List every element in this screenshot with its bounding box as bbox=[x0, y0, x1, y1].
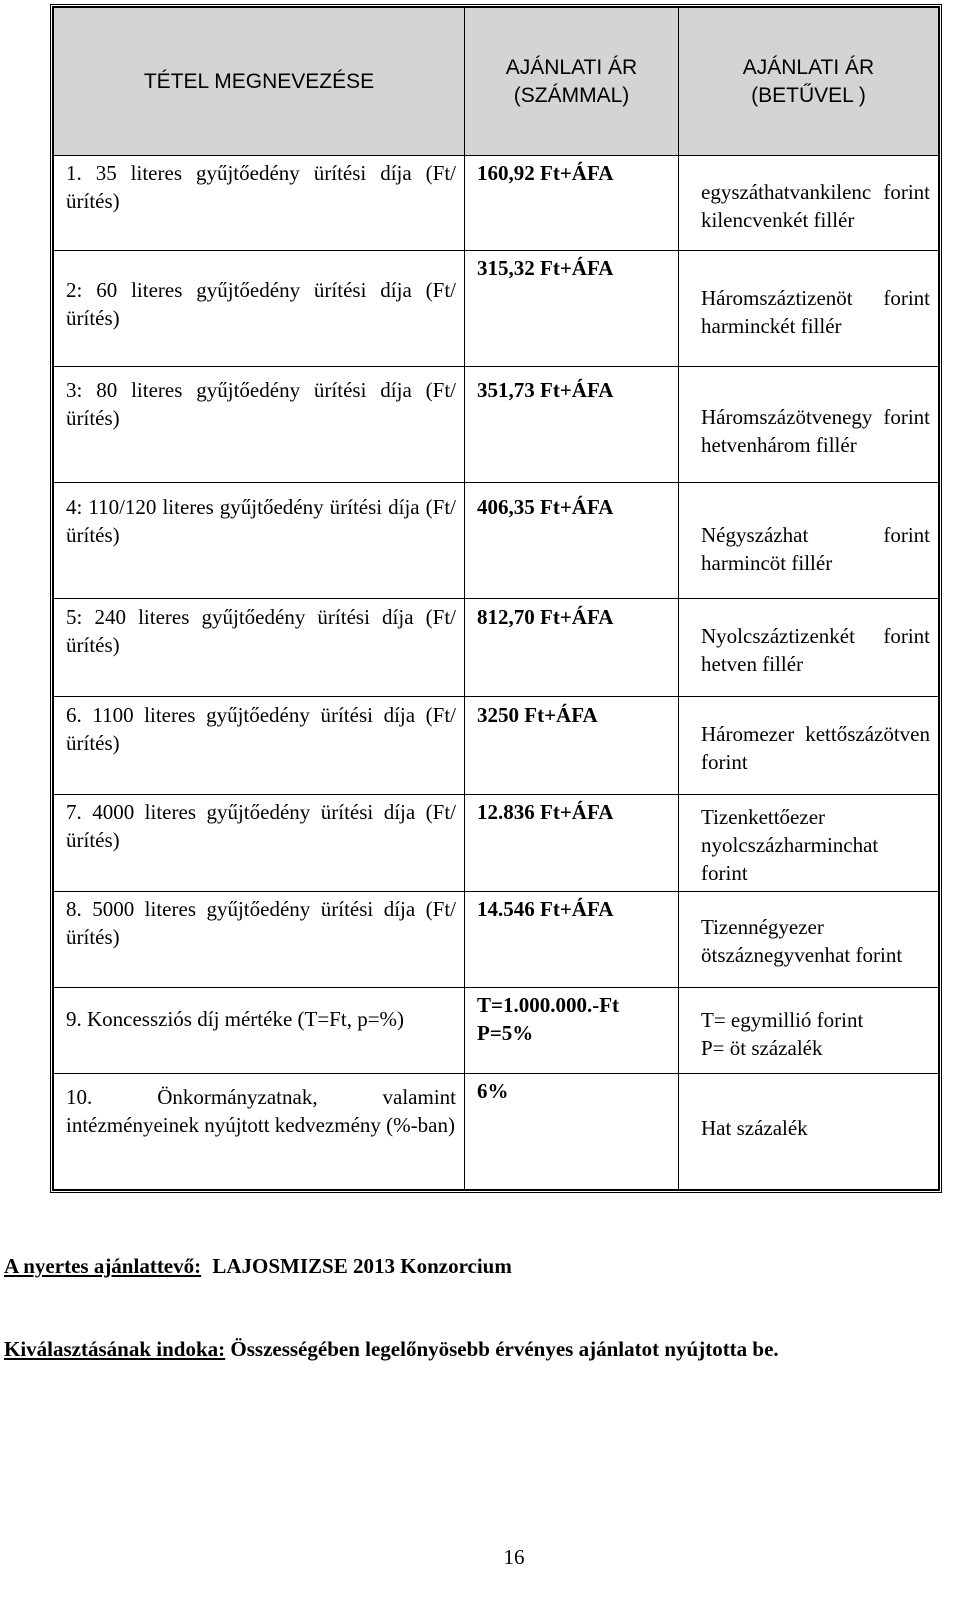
row-item: 8. 5000 literes gyűjtőedény ürítési díja (Ft/ürítés) bbox=[54, 892, 465, 988]
row-item: 7. 4000 literes gyűjtőedény ürítési díja (Ft/ürítés) bbox=[54, 795, 465, 892]
concession-percent-words: P= öt százalék bbox=[701, 1036, 823, 1060]
reason-label: Kiválasztásának indoka: bbox=[4, 1337, 226, 1361]
row-price-number: 351,73 Ft+ÁFA bbox=[465, 367, 679, 483]
row-price-number: 14.546 Ft+ÁFA bbox=[465, 892, 679, 988]
header-price-number: AJÁNLATI ÁR (SZÁMMAL) bbox=[465, 8, 679, 156]
winner-label: A nyertes ajánlattevő: bbox=[4, 1254, 202, 1278]
page-number: 16 bbox=[503, 1545, 525, 1569]
table-row bbox=[54, 483, 939, 599]
winner-value: LAJOSMIZSE 2013 Konzorcium bbox=[212, 1254, 512, 1278]
table-row bbox=[54, 697, 939, 795]
row-price-words: Tizenkettőezer nyolcszázharminchat forint bbox=[679, 795, 939, 892]
reason-value: Összességében legelőnyösebb érvényes ajánlatot nyújtotta be. bbox=[230, 1337, 779, 1361]
row-price-number bbox=[465, 988, 679, 1074]
reason-line bbox=[4, 1337, 779, 1362]
table-row bbox=[54, 156, 939, 251]
table-row bbox=[54, 367, 939, 483]
row-item: 5: 240 literes gyűjtőedény ürítési díja (Ft/ürítés) bbox=[54, 599, 465, 697]
header-item-name: TÉTEL MEGNEVEZÉSE bbox=[54, 8, 465, 156]
row-price-words: Nyolcszáztizenkét forint hetven fillér bbox=[679, 599, 939, 697]
row-item: 6. 1100 literes gyűjtőedény ürítési díja (Ft/ürítés) bbox=[54, 697, 465, 795]
table-header-row bbox=[54, 8, 939, 156]
row-price-number: 3250 Ft+ÁFA bbox=[465, 697, 679, 795]
row-price-words: Háromszázötvenegy forint hetvenhárom fillér bbox=[679, 367, 939, 483]
row-item: 4: 110/120 literes gyűjtőedény ürítési díja (Ft/ürítés) bbox=[54, 483, 465, 599]
table-row bbox=[54, 251, 939, 367]
row-price-number: 812,70 Ft+ÁFA bbox=[465, 599, 679, 697]
row-price-words: Háromszáztizenöt forint harminckét fillér bbox=[679, 251, 939, 367]
table-row bbox=[54, 988, 939, 1074]
row-price-words: Hat százalék bbox=[679, 1074, 939, 1190]
row-item: 1. 35 literes gyűjtőedény ürítési díja (Ft/ürítés) bbox=[54, 156, 465, 251]
concession-total-words: T= egymillió forint bbox=[701, 1008, 864, 1032]
row-price-number: 315,32 Ft+ÁFA bbox=[465, 251, 679, 367]
table-row bbox=[54, 599, 939, 697]
price-table bbox=[50, 4, 942, 1193]
concession-total: T=1.000.000.-Ft bbox=[477, 993, 620, 1017]
row-item: 2: 60 literes gyűjtőedény ürítési díja (Ft/ürítés) bbox=[54, 251, 465, 367]
row-price-number: 6% bbox=[465, 1074, 679, 1190]
row-price-words bbox=[679, 988, 939, 1074]
row-item: 3: 80 literes gyűjtőedény ürítési díja (Ft/ürítés) bbox=[54, 367, 465, 483]
row-price-number: 160,92 Ft+ÁFA bbox=[465, 156, 679, 251]
price-table-grid bbox=[53, 7, 939, 1190]
row-price-number: 406,35 Ft+ÁFA bbox=[465, 483, 679, 599]
row-price-words: Háromezer kettőszázötven forint bbox=[679, 697, 939, 795]
row-price-number: 12.836 Ft+ÁFA bbox=[465, 795, 679, 892]
table-row bbox=[54, 1074, 939, 1190]
row-item: 9. Koncessziós díj mértéke (T=Ft, p=%) bbox=[54, 988, 465, 1074]
row-price-words: Négyszázhat forint harmincöt fillér bbox=[679, 483, 939, 599]
header-price-words: AJÁNLATI ÁR (BETŰVEL ) bbox=[679, 8, 939, 156]
row-price-words: Tizennégyezer ötszáznegyvenhat forint bbox=[679, 892, 939, 988]
winner-line bbox=[4, 1254, 512, 1279]
row-price-words: egyszáthatvankilenc forint kilencvenkét fillér bbox=[679, 156, 939, 251]
concession-percent: P=5% bbox=[477, 1021, 534, 1045]
table-row bbox=[54, 795, 939, 892]
table-row bbox=[54, 892, 939, 988]
row-item: 10. Önkormányzatnak, valamint intézményeinek nyújtott kedvezmény (%-ban) bbox=[54, 1074, 465, 1190]
